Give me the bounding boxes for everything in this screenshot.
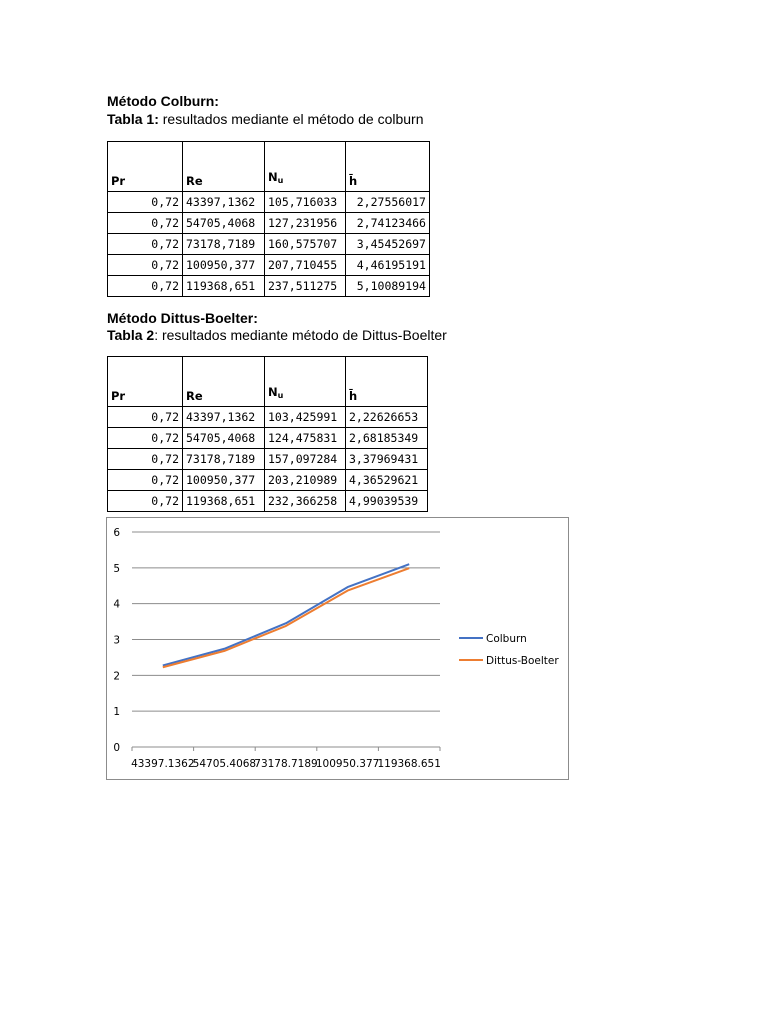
table1-header-nu-base: N (268, 170, 278, 184)
table1-header-nu-sub: u (277, 176, 284, 185)
table1-cell-h: 5,10089194 (346, 276, 430, 297)
table1-cell-nu: 105,716033 (265, 192, 346, 213)
table1-cell-nu: 207,710455 (265, 255, 346, 276)
table2-header-nu-sub: u (277, 391, 284, 400)
table2-header-row (108, 357, 428, 407)
table1-cell-re: 100950,377 (183, 255, 265, 276)
table1-cell-h: 2,74123466 (346, 213, 430, 234)
table2-cell-h: 2,22626653 (346, 407, 428, 428)
section1-heading: Método Colburn: (107, 93, 219, 109)
table2-cell-re: 100950,377 (183, 470, 265, 491)
table2-cell-re: 54705,4068 (183, 428, 265, 449)
table2-header-nu (265, 357, 346, 407)
table-row (108, 192, 430, 213)
table2-cell-nu: 203,210989 (265, 470, 346, 491)
table1-cell-re: 43397,1362 (183, 192, 265, 213)
table2-cell-re: 43397,1362 (183, 407, 265, 428)
table2-header-nu-base: N (268, 385, 278, 399)
table2-cell-re: 119368,651 (183, 491, 265, 512)
table1-header-re: Re (183, 142, 265, 192)
chart-canvas (107, 518, 568, 779)
table-row (108, 449, 428, 470)
series-line-1 (163, 568, 409, 667)
table1-cell-pr: 0,72 (108, 234, 183, 255)
legend-label: Dittus-Boelter (486, 655, 559, 667)
x-tick-label: 73178.7189 (254, 758, 318, 770)
table1-cell-h: 2,27556017 (346, 192, 430, 213)
table1-caption (107, 111, 423, 127)
table-row (108, 470, 428, 491)
table1-cell-h: 3,45452697 (346, 234, 430, 255)
table1-cell-nu: 127,231956 (265, 213, 346, 234)
table1-cell-re: 119368,651 (183, 276, 265, 297)
table1 (107, 141, 430, 297)
table-row (108, 213, 430, 234)
table2-cell-pr: 0,72 (108, 491, 183, 512)
table2-header-h: h̄ (346, 357, 428, 407)
table1-header-nu (265, 142, 346, 192)
table2 (107, 356, 428, 512)
x-tick-label: 54705.4068 (192, 758, 257, 770)
table1-cell-h: 4,46195191 (346, 255, 430, 276)
table2-header-pr: Pr (108, 357, 183, 407)
table2-cell-nu: 157,097284 (265, 449, 346, 470)
table1-cell-pr: 0,72 (108, 213, 183, 234)
table2-cell-pr: 0,72 (108, 470, 183, 491)
table1-header-h: h̄ (346, 142, 430, 192)
y-tick-label: 5 (113, 562, 120, 575)
line-chart (106, 517, 569, 780)
table-row (108, 491, 428, 512)
table1-header-row (108, 142, 430, 192)
table2-cell-h: 3,37969431 (346, 449, 428, 470)
table1-cell-re: 73178,7189 (183, 234, 265, 255)
table1-cell-pr: 0,72 (108, 255, 183, 276)
table2-cell-h: 4,99039539 (346, 491, 428, 512)
table2-header-re: Re (183, 357, 265, 407)
section2-heading: Método Dittus-Boelter: (107, 310, 258, 326)
y-tick-label: 2 (113, 670, 120, 683)
table2-caption (107, 327, 447, 343)
table-row (108, 255, 430, 276)
table2-cell-h: 4,36529621 (346, 470, 428, 491)
y-tick-label: 4 (113, 598, 120, 611)
table2-cell-nu: 124,475831 (265, 428, 346, 449)
y-tick-label: 0 (113, 742, 120, 754)
table1-cell-pr: 0,72 (108, 192, 183, 213)
table2-cell-pr: 0,72 (108, 428, 183, 449)
x-tick-label: 119368.651 (377, 758, 441, 770)
x-tick-label: 100950.377 (315, 758, 380, 770)
series-line-0 (163, 564, 409, 665)
table2-caption-text: : resultados mediante método de Dittus-Boelter (154, 327, 447, 343)
table2-cell-re: 73178,7189 (183, 449, 265, 470)
y-tick-label: 3 (113, 634, 120, 647)
table1-cell-nu: 160,575707 (265, 234, 346, 255)
table2-cell-pr: 0,72 (108, 407, 183, 428)
table1-cell-re: 54705,4068 (183, 213, 265, 234)
table-row (108, 407, 428, 428)
table1-caption-label: Tabla 1: (107, 111, 159, 127)
table1-cell-pr: 0,72 (108, 276, 183, 297)
table2-caption-label: Tabla 2 (107, 327, 155, 343)
table2-cell-pr: 0,72 (108, 449, 183, 470)
table1-header-pr: Pr (108, 142, 183, 192)
table2-cell-h: 2,68185349 (346, 428, 428, 449)
x-tick-label: 43397.1362 (131, 758, 195, 770)
y-tick-label: 6 (113, 527, 120, 539)
table1-caption-text: resultados mediante el método de colburn (158, 111, 424, 127)
legend-label: Colburn (486, 633, 527, 645)
table2-cell-nu: 103,425991 (265, 407, 346, 428)
table2-cell-nu: 232,366258 (265, 491, 346, 512)
table-row (108, 428, 428, 449)
table-row (108, 276, 430, 297)
y-tick-label: 1 (113, 706, 120, 719)
table-row (108, 234, 430, 255)
table1-cell-nu: 237,511275 (265, 276, 346, 297)
